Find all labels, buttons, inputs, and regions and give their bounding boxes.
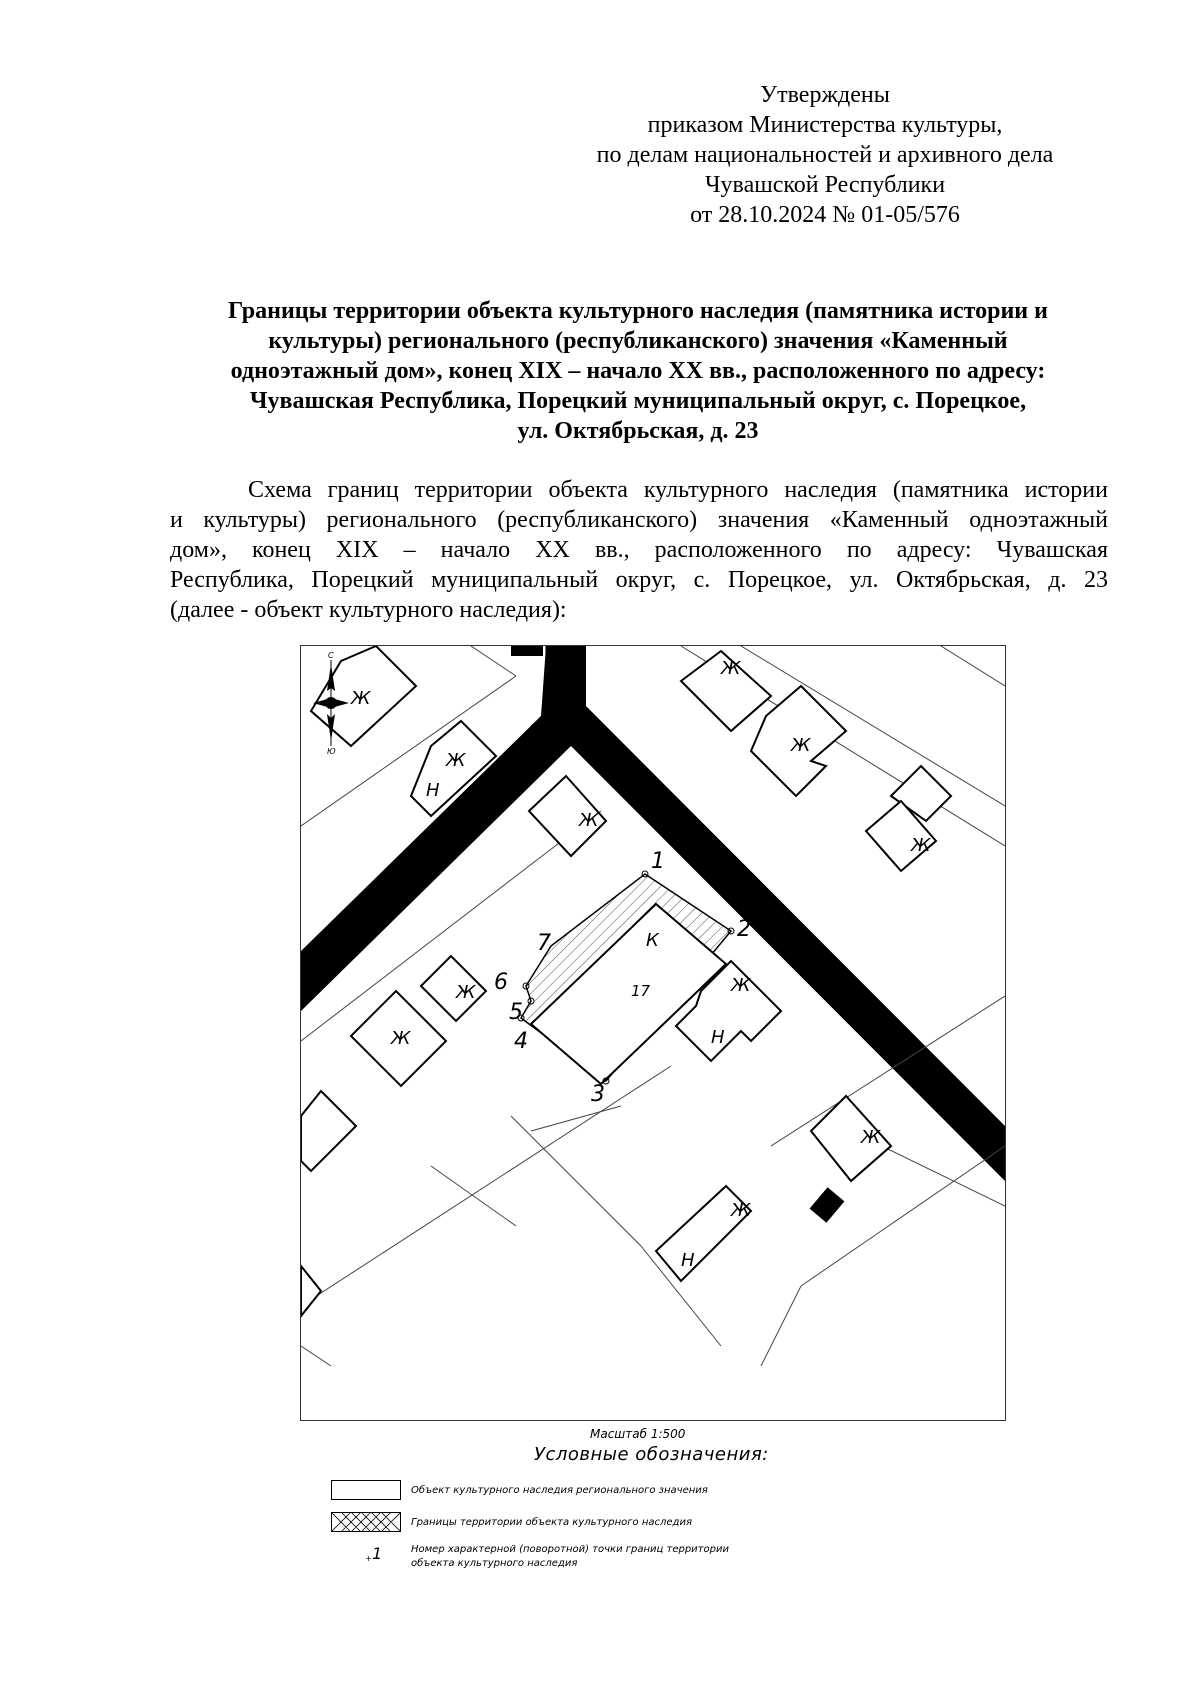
paragraph-line: и культуры) регионального (республиканского) значения «Каменный одноэтажный <box>170 507 1108 533</box>
label-zh: Ж <box>446 750 466 771</box>
title-line: культуры) регионального (республиканского) значения «Каменный <box>268 328 1008 354</box>
legend-text: Объект культурного наследия регионального значения <box>411 1485 708 1496</box>
label-zh: Ж <box>456 982 476 1003</box>
label-zh: Ж <box>791 735 811 756</box>
title-line: одноэтажный дом», конец XIX – начало XX вв., расположенного по адресу: <box>230 358 1046 384</box>
document-title <box>168 296 1108 446</box>
label-zh: Ж <box>351 688 371 709</box>
map-scale: Масштаб 1:500 <box>590 1427 686 1441</box>
north-label: С <box>328 651 334 660</box>
legend-swatch-object <box>331 1480 401 1500</box>
paragraph-line: Схема границ территории объекта культурного наследия (памятника истории <box>248 477 1108 503</box>
legend-swatch-hatch <box>331 1512 401 1532</box>
label-zh: Ж <box>731 975 751 996</box>
label-zh: Ж <box>579 810 599 831</box>
legend-text: Границы территории объекта культурного наследия <box>411 1517 692 1528</box>
point-number: 6 <box>494 970 508 995</box>
approval-line: по делам национальностей и архивного дела <box>596 142 1054 168</box>
label-n: Н <box>711 1027 725 1048</box>
label-zh: Ж <box>721 658 741 679</box>
legend-text: Номер характерной (поворотной) точки границ территории <box>411 1544 729 1555</box>
legend-point-symbol: 1 <box>372 1544 383 1563</box>
point-number: 1 <box>651 849 665 874</box>
south-label: Ю <box>327 747 336 756</box>
title-line: Границы территории объекта культурного наследия (памятника истории и <box>228 298 1048 324</box>
site-plan-drawing <box>301 646 1005 1420</box>
label-k: К <box>646 930 659 951</box>
approval-line: приказом Министерства культуры, <box>647 112 1003 138</box>
title-line: Чувашская Республика, Порецкий муниципальный округ, с. Порецкое, <box>249 388 1027 414</box>
label-zh: Ж <box>391 1028 411 1049</box>
approval-line: от 28.10.2024 № 01-05/576 <box>690 202 960 228</box>
paragraph-line: дом», конец XIX – начало XX вв., расположенного по адресу: Чувашская <box>170 537 1108 563</box>
label-n: Н <box>681 1250 695 1271</box>
site-plan-map <box>300 645 1006 1421</box>
approval-line: Чувашской Республики <box>704 172 946 198</box>
label-n: Н <box>426 780 440 801</box>
description-paragraph <box>170 475 1108 625</box>
legend-title: Условные обозначения: <box>534 1444 769 1465</box>
label-zh: Ж <box>731 1200 751 1221</box>
approval-block <box>560 80 1090 230</box>
point-number: 7 <box>537 931 551 956</box>
paragraph-line: (далее - объект культурного наследия): <box>170 597 567 623</box>
approval-line: Утверждены <box>760 82 890 108</box>
title-line: ул. Октябрьская, д. 23 <box>517 418 759 444</box>
legend-text: объекта культурного наследия <box>411 1558 578 1569</box>
paragraph-line: Республика, Порецкий муниципальный округ, с. Порецкое, ул. Октябрьская, д. 23 <box>170 567 1108 593</box>
legend-swatch-point: + 1 <box>365 1544 383 1563</box>
shed-block <box>810 1187 845 1223</box>
point-number: 5 <box>509 1000 523 1025</box>
label-zh: Ж <box>861 1127 881 1148</box>
label-zh: Ж <box>911 835 931 856</box>
label-floors: 17 <box>631 982 651 1000</box>
point-number: 4 <box>514 1029 528 1054</box>
point-number: 2 <box>737 917 751 942</box>
point-number: 3 <box>591 1082 605 1107</box>
